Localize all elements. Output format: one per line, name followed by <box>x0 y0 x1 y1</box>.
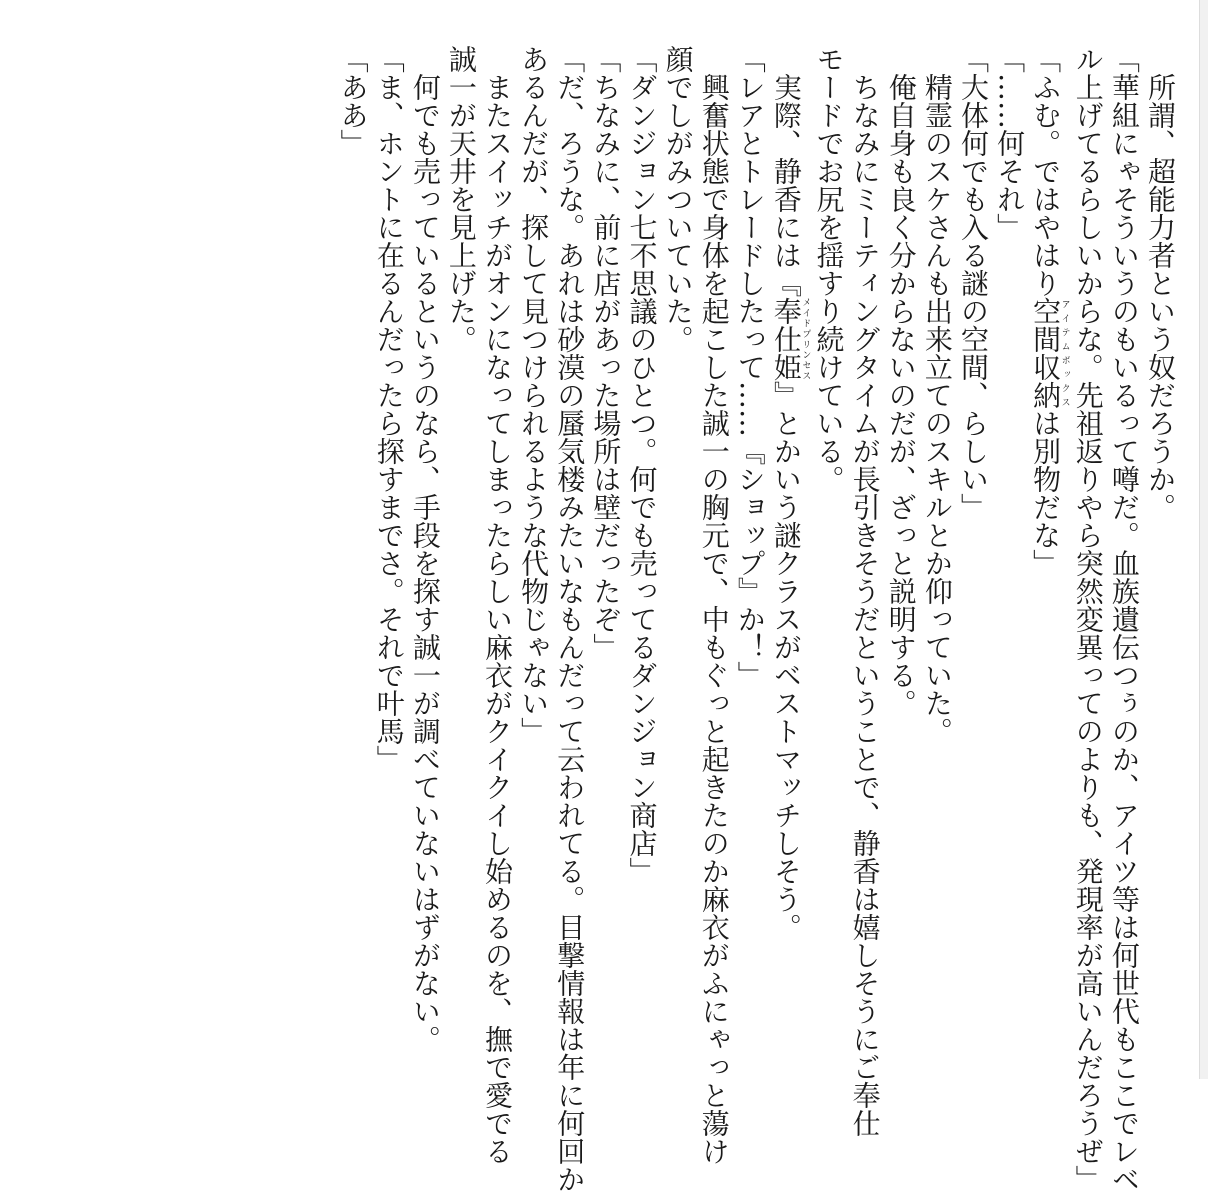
ruby-reading-maid-princess: メイドプリンセス <box>800 297 811 381</box>
text-line-11 <box>768 45 811 1045</box>
text-line-23: 「ああ」 <box>336 45 370 157</box>
text-line-9: ちなみにミーティングタイムが長引きそうだということで、静香は嬉しそうにご奉仕 <box>848 73 882 1137</box>
text-line-7: 精霊のスケさんも出来立てのスキルとか仰っていた。 <box>920 73 954 745</box>
text-line-17: 「だ、ろうな。あれは砂漠の蜃気楼みたいなもんだって云われてる。目撃情報は年に何回か <box>553 45 587 1193</box>
text-line-19: またスイッチがオンになってしまったらしい麻衣がクイクイし始めるのを、撫で愛でる <box>481 73 515 1165</box>
text-line-1: 所謂、超能力者という奴だろうか。 <box>1144 73 1177 521</box>
ruby-reading-item-box: アイテムボックス <box>1059 297 1070 409</box>
text-line-18: あるんだが、探して見つけられるような代物じゃない」 <box>517 45 551 745</box>
text-line-2: 「華組にゃそういうのもいるって噂だ。血族遺伝つぅのか、アイツ等は何世代もここでレベ <box>1107 45 1141 1193</box>
text-line-11-after: 』とかいう謎クラスがベストマッチしそう。 <box>769 381 803 941</box>
page-edge-scrollbar[interactable] <box>1199 0 1208 1079</box>
text-line-14: 顔でしがみついていた。 <box>661 45 695 353</box>
text-line-22: 「ま、ホントに在るんだったら探すまでさ。それで叶馬」 <box>372 45 406 773</box>
text-line-4-after: は別物だな」 <box>1029 409 1063 577</box>
text-line-8: 俺自身も良く分からないのだが、ざっと説明する。 <box>884 73 918 717</box>
ruby-item-box <box>1029 297 1070 409</box>
vertical-text-body <box>334 45 1178 1193</box>
text-line-6: 「大体何でも入る謎の空間、らしい」 <box>956 45 990 521</box>
text-line-11-before: 実際、静香には『 <box>769 73 803 297</box>
text-line-10: モードでお尻を揺すり続けている。 <box>812 45 846 493</box>
ruby-base-maid-princess: 奉仕姫 <box>769 297 803 381</box>
ruby-base-item-box: 空間収納 <box>1029 297 1063 409</box>
text-line-15: 「ダンジョン七不思議のひとつ。何でも売ってるダンジョン商店」 <box>625 45 659 885</box>
text-line-4 <box>1027 45 1070 1045</box>
ruby-maid-princess <box>769 297 811 381</box>
text-line-5: 「……何それ」 <box>993 45 1027 241</box>
text-line-4-before: 「ふむ。ではやはり <box>1029 45 1063 297</box>
text-line-21: 何でも売っているというのなら、手段を探す誠一が調べていないはずがない。 <box>408 73 442 1053</box>
text-line-13: 興奮状態で身体を起こした誠一の胸元で、中もぐっと起きたのか麻衣がふにゃっと蕩け <box>697 73 731 1165</box>
text-line-12: 「レアとトレードしたって……『ショップ』か！」 <box>733 45 767 689</box>
text-line-16: 「ちなみに、前に店があった場所は壁だったぞ」 <box>589 45 623 661</box>
text-line-3: ル上げてるらしいからな。先祖返りやら突然変異ってのよりも、発現率が高いんだろうぜ」 <box>1071 45 1105 1193</box>
text-line-20: 誠一が天井を見上げた。 <box>444 45 478 353</box>
